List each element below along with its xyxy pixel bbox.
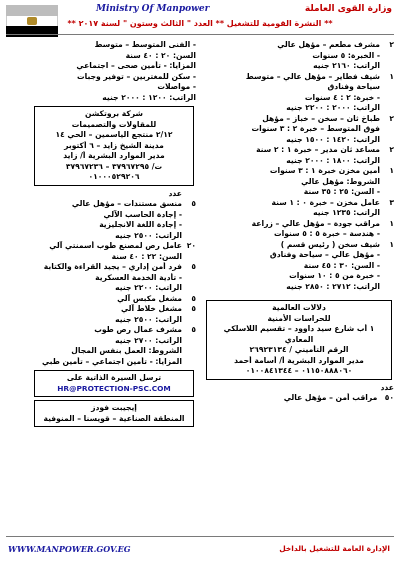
list-item bbox=[204, 103, 394, 114]
job-detail: الراتب: ١٨٠٠ : ٢٠٠٠ جنيه bbox=[286, 155, 380, 165]
list-item bbox=[32, 189, 196, 200]
company-info-line: إيجيبت فودز bbox=[91, 403, 137, 412]
company-info-line: المعادي bbox=[284, 334, 314, 344]
list-item bbox=[32, 210, 196, 221]
list-item bbox=[204, 93, 394, 104]
job-detail: الشروط: مؤهل عالي bbox=[301, 176, 380, 186]
ministry-name-ar: وزارة القوى العاملة bbox=[304, 4, 392, 14]
list-item bbox=[204, 393, 394, 404]
job-detail: - إجادة الحاسب الآلي bbox=[103, 209, 182, 219]
list-item bbox=[204, 72, 394, 83]
list-item bbox=[204, 61, 394, 72]
job-count: ٥ bbox=[191, 262, 196, 271]
company-info-line: دلالات العالمية bbox=[272, 303, 326, 312]
company-info-line: للمقاولات والتصميمات bbox=[71, 119, 157, 129]
job-detail: - مواصلات bbox=[157, 82, 196, 91]
cv-instruction: ترسل السيرة الذاتية على bbox=[66, 373, 162, 382]
company-info-line: للحراسات الأمنية bbox=[267, 313, 331, 323]
list-item bbox=[204, 208, 394, 219]
right-column bbox=[204, 40, 394, 404]
job-detail: عامل رص لمصنع طوب أسمنتي آلي bbox=[49, 241, 182, 250]
job-detail: - مؤهل عالي – سياحة وفنادق bbox=[269, 250, 380, 259]
list-item bbox=[204, 198, 394, 209]
job-detail: عدد bbox=[168, 188, 182, 198]
job-count: ٥ bbox=[191, 325, 196, 334]
job-detail: المزايا: - تأمين اجتماعي – تأمين طبي bbox=[41, 356, 182, 366]
job-detail: - إجادة اللغة الانجليزية bbox=[99, 220, 182, 229]
list-item bbox=[204, 250, 394, 261]
list-item bbox=[204, 114, 394, 125]
job-detail: السن: ٢٠ : ٤٠ سنة bbox=[125, 50, 196, 60]
job-detail: السن: ٢٢ : ٤٠ سنة bbox=[111, 251, 182, 261]
job-detail: سياحة وفنادق bbox=[327, 82, 380, 91]
list-item bbox=[204, 145, 394, 156]
job-detail: الراتب: ١٢٣٥ جنيه bbox=[313, 208, 380, 217]
job-detail: الراتب: ١٤٢٠ : ١٥٠٠ جنيه bbox=[286, 134, 380, 144]
job-detail: - الفنى المتوسط – متوسط bbox=[94, 40, 196, 49]
list-item bbox=[204, 135, 394, 146]
company-info-line: مدير الموارد البشرية أ/ أسامة أحمد bbox=[234, 355, 364, 365]
job-title: مراقب أمن – مؤهل عالي bbox=[283, 393, 378, 402]
job-detail: مشغل مكبس آلي bbox=[117, 293, 182, 303]
list-item bbox=[204, 166, 394, 177]
job-detail: الشروط: العمل بنفس المجال bbox=[71, 346, 182, 355]
job-detail: الراتب: ٢٢٠٠ جنيه bbox=[115, 283, 182, 292]
list-item bbox=[32, 304, 196, 315]
job-detail: الراتب: ٢١٦٠ جنيه bbox=[313, 61, 380, 70]
page-footer bbox=[0, 536, 400, 566]
job-count: ٥ bbox=[191, 304, 196, 313]
job-count: ٢٠ bbox=[186, 241, 196, 250]
list-item bbox=[32, 220, 196, 231]
job-detail: الراتب: ٢٧٠٠ جنيه bbox=[115, 335, 182, 345]
list-item bbox=[204, 82, 394, 93]
list-item bbox=[32, 294, 196, 305]
left-column bbox=[32, 40, 196, 430]
job-count: ١ bbox=[389, 239, 394, 249]
right-job-list bbox=[204, 40, 394, 292]
job-count: ٢ bbox=[389, 113, 394, 123]
footer-department: الإدارة العامة للتشغيل بالداخل bbox=[279, 544, 390, 553]
company-box-protection bbox=[34, 106, 194, 186]
job-detail: طباخ ثان – سخن – خباز – مؤهل bbox=[262, 113, 380, 123]
job-detail: المزايا: - تأمين صحى – اجتماعي bbox=[76, 61, 196, 70]
company-info-line: ت/ ٣٧٩٦٧٢٩٥ – ٣٧٩٦٧٢٣٦ bbox=[65, 161, 163, 171]
job-detail: أمين مخزن خبرة ١ : ٣ سنوات bbox=[269, 166, 380, 175]
job-detail: - خبرة من ٥ : ١٠ سنوات bbox=[289, 271, 380, 280]
job-count: ١ bbox=[389, 71, 394, 81]
job-detail: - تأدية الخدمة العسكرية bbox=[95, 272, 182, 282]
company-info-line: مدير الموارد البشرية أ/ زايد bbox=[63, 151, 165, 160]
list-item bbox=[204, 282, 394, 293]
left-top-list bbox=[32, 40, 196, 103]
list-item bbox=[32, 315, 196, 326]
job-detail: فوق المتوسط – خبرة ٢ : ٣ سنوات bbox=[251, 124, 380, 133]
job-detail: الراتب: ٢٧١٢ : ٢٨٥٠ جنيه bbox=[286, 281, 380, 291]
company-info-line: مدينة الشيخ زايد – ٦ أكتوبر bbox=[64, 140, 164, 150]
list-item bbox=[204, 51, 394, 62]
job-detail: - السن: ٣٠ : ٤٥ سنة bbox=[303, 260, 380, 270]
ministry-name-en: Ministry Of Manpower bbox=[96, 4, 210, 14]
list-item bbox=[204, 229, 394, 240]
company-info-line: شركة بروتكشن bbox=[85, 109, 143, 118]
list-item bbox=[32, 231, 196, 242]
job-count: ٥ bbox=[191, 199, 196, 208]
job-detail: منسق مستندات – مؤهل عالي bbox=[71, 199, 182, 208]
job-count: ٥٠ bbox=[384, 393, 394, 402]
job-count: ١ bbox=[389, 166, 394, 175]
issue-line: ** النشرة القومية للتشغيل ** العدد " الثالث وستون " لسنة ٢٠١٧ ** bbox=[67, 19, 333, 28]
job-count: ٢ bbox=[389, 40, 394, 49]
header-divider bbox=[6, 34, 394, 35]
job-detail: - هندسة – خبرة ٥ : ٥ سنوات bbox=[274, 229, 380, 238]
job-detail: - الخبرة: ٥ سنوات bbox=[312, 50, 380, 60]
list-item bbox=[32, 283, 196, 294]
list-item bbox=[204, 240, 394, 251]
job-detail: مراقب جودة – مؤهل عالي – زراعة bbox=[251, 218, 380, 228]
list-item bbox=[32, 199, 196, 210]
company-info-line: ٢/١٢ منتجع الياسمين – الحي ١٤ bbox=[55, 130, 173, 139]
list-item bbox=[32, 241, 196, 252]
job-detail: شيف سخن ( رئيس قسم ) bbox=[280, 239, 380, 249]
list-item bbox=[32, 252, 196, 263]
job-count: ٢ bbox=[389, 145, 394, 154]
job-detail: مساعد ثان مدير – خبرة ١ : ٢ سنة bbox=[256, 145, 380, 154]
footer-divider bbox=[6, 536, 394, 537]
list-item bbox=[32, 273, 196, 284]
job-detail: - السن: ٢٥ : ٣٥ سنة bbox=[303, 187, 380, 196]
company-info-line: ٠١١٥٠٨٨٨٠٦٠ – ٠١٠٠٨٤١٣٤٤ bbox=[245, 366, 353, 375]
job-detail: - سكن للمغتربين – توفير وجبات bbox=[76, 71, 196, 81]
job-detail: الراتب: ٢٥٠٠ جنيه bbox=[115, 230, 182, 240]
company-box-security bbox=[206, 300, 392, 380]
job-detail: - خبرة: ٢ : ٤ سنوات bbox=[304, 92, 380, 102]
job-detail: الراتب: ٢٠٠٠ : ٢٢٠٠ جنيه bbox=[286, 103, 380, 112]
list-item bbox=[32, 262, 196, 273]
job-detail: مشرف مطعم – مؤهل عالي bbox=[277, 40, 380, 49]
page-header bbox=[0, 0, 400, 44]
company-info-line: المنطقة الصناعية – قويسنا – المنوفية bbox=[43, 413, 185, 423]
job-detail: مشغل خلاط آلي bbox=[120, 304, 182, 313]
left-job-list bbox=[32, 189, 196, 368]
email-link[interactable]: HR@PROTECTION-PSC.COM bbox=[57, 383, 171, 393]
list-item bbox=[32, 357, 196, 368]
job-detail: شيف فطاير – مؤهل عالي – متوسط bbox=[245, 71, 380, 81]
list-item bbox=[204, 124, 394, 135]
list-item bbox=[204, 261, 394, 272]
company-box-egypt-foods bbox=[34, 400, 194, 427]
job-detail: عامل مخزن – خبرة ٠ : ١ سنة bbox=[271, 197, 380, 207]
right-tail-label: عدد bbox=[380, 382, 394, 392]
list-item bbox=[204, 156, 394, 167]
list-item bbox=[32, 325, 196, 336]
company-info-line: ١ أب شارع سيد داوود – تقسيم اللاسلكي bbox=[223, 324, 375, 333]
website-link[interactable]: WWW.MANPOWER.GOV.EG bbox=[8, 544, 131, 554]
list-item bbox=[32, 336, 196, 347]
job-detail: مشرف عمال رص طوب bbox=[94, 325, 182, 334]
list-item bbox=[204, 177, 394, 188]
job-detail: فرد أمن إداري – يجيد القراءة والكتابة bbox=[43, 262, 182, 271]
company-info-line: ٠١٠٠٠٥٢٩٢٠٦ bbox=[88, 172, 140, 181]
company-info-line: الرقم التأميني / ٢٦٩٢٣١٣٤ bbox=[249, 345, 349, 354]
list-item bbox=[204, 187, 394, 198]
job-count: ١ bbox=[389, 218, 394, 228]
job-detail: الراتب: ٢٥٠٠ جنيه bbox=[115, 314, 182, 324]
list-item bbox=[204, 40, 394, 51]
cv-box bbox=[34, 370, 194, 397]
job-count: ٣ bbox=[389, 197, 394, 207]
list-item bbox=[204, 271, 394, 282]
job-detail: الراتب: ١٢٠٠ : ٢٠٠٠ جنيه bbox=[102, 92, 196, 102]
list-item bbox=[204, 219, 394, 230]
job-count: ٥ bbox=[191, 293, 196, 303]
list-item bbox=[32, 346, 196, 357]
